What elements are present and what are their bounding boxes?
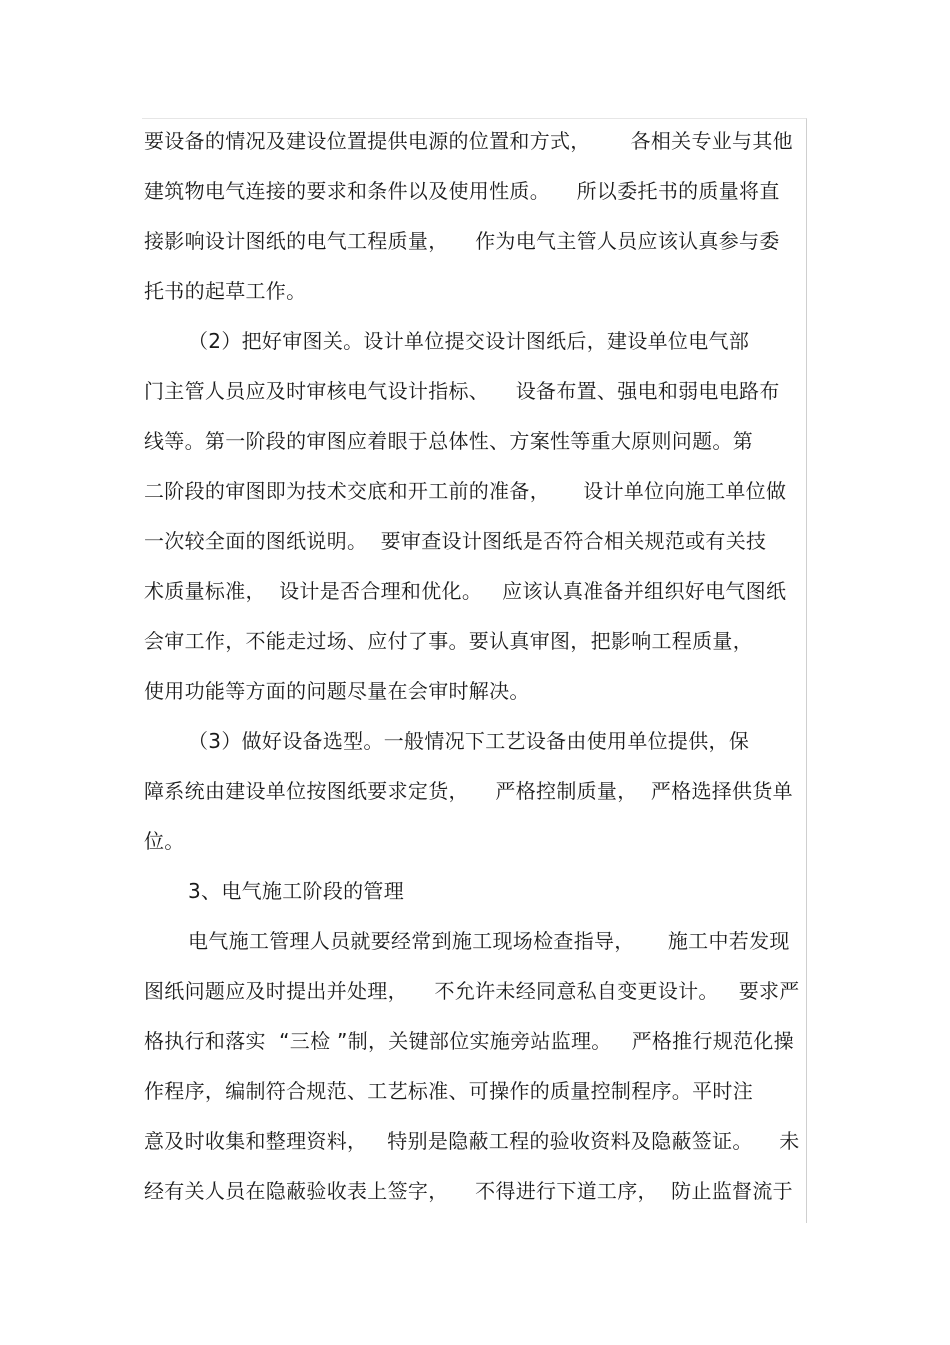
text-line: 会审工作，不能走过场、应付了事。要认真审图，把影响工程质量，	[144, 629, 753, 653]
text-line: 要设备的情况及建设位置提供电源的位置和方式， 各相关专业与其他	[144, 129, 793, 153]
text-line: 一次较全面的图纸说明。 要审查设计图纸是否符合相关规范或有关技	[144, 529, 767, 553]
text-line: 建筑物电气连接的要求和条件以及使用性质。 所以委托书的质量将直	[144, 179, 780, 203]
paragraph-start-line: （2）把好审图关。设计单位提交设计图纸后，建设单位电气部	[188, 329, 750, 353]
text-line: 位。	[144, 829, 185, 853]
text-line: 图纸问题应及时提出并处理， 不允许未经同意私自变更设计。 要求严	[144, 979, 800, 1003]
text-line: 线等。第一阶段的审图应着眼于总体性、方案性等重大原则问题。第	[144, 429, 753, 453]
paragraph-start-line: 电气施工管理人员就要经常到施工现场检查指导， 施工中若发现	[188, 929, 790, 953]
text-line: 二阶段的审图即为技术交底和开工前的准备， 设计单位向施工单位做	[144, 479, 787, 503]
text-line: 格执行和落实 “三检 ”制，关键部位实施旁站监理。 严格推行规范化操	[144, 1029, 794, 1053]
text-line: 使用功能等方面的问题尽量在会审时解决。	[144, 679, 530, 703]
text-line: 术质量标准， 设计是否合理和优化。 应该认真准备并组织好电气图纸	[144, 579, 787, 603]
paragraph-start-line: （3）做好设备选型。一般情况下工艺设备由使用单位提供，保	[188, 729, 750, 753]
text-line: 障系统由建设单位按图纸要求定货， 严格控制质量， 严格选择供货单	[144, 779, 793, 803]
text-line: 门主管人员应及时审核电气设计指标、 设备布置、强电和弱电电路布	[144, 379, 780, 403]
text-line: 经有关人员在隐蔽验收表上签字， 不得进行下道工序， 防止监督流于	[144, 1179, 793, 1203]
text-line: 托书的起草工作。	[144, 279, 307, 303]
text-line: 意及时收集和整理资料， 特别是隐蔽工程的验收资料及隐蔽签证。 未	[144, 1129, 800, 1153]
document-body	[144, 116, 814, 1216]
section-heading: 3、电气施工阶段的管理	[188, 879, 405, 903]
text-line: 接影响设计图纸的电气工程质量， 作为电气主管人员应该认真参与委	[144, 229, 780, 253]
text-line: 作程序，编制符合规范、工艺标准、可操作的质量控制程序。平时注	[144, 1079, 753, 1103]
